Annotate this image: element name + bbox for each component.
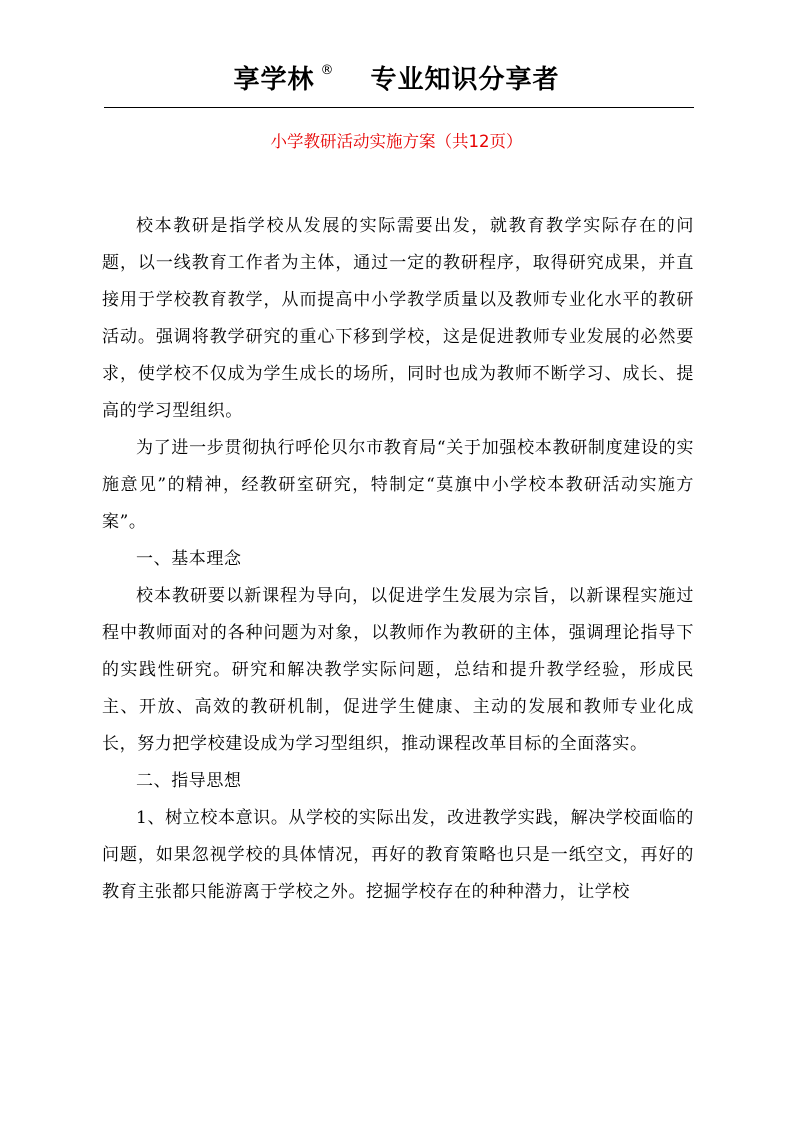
document-title: 小学教研活动实施方案（共12页） <box>270 132 523 151</box>
paragraph-purpose: 为了进一步贯彻执行呼伦贝尔市教育局“关于加强校本教研制度建设的实施意见”的精神，经教研室研究，特制定“莫旗中小学校本教研活动实施方案”。 <box>102 438 694 532</box>
page-header <box>0 60 793 100</box>
paragraph-basic-concept: 校本教研要以新课程为导向，以促进学生发展为宗旨，以新课程实施过程中教师面对的各种问题为对象，以教师作为教研的主体，强调理论指导下的实践性研究。研究和解决教学实际问题，总结和提升教学经验，形成民主、开放、高效的教研机制，促进学生健康、主动的发展和教师专业化成长，努力把学校建设成为学习型组织，推动课程改革目标的全面落实。 <box>102 586 694 754</box>
header-tagline: 专业知识分享者 <box>370 65 560 95</box>
registered-mark: ® <box>320 63 335 78</box>
paragraph-guiding-ideology: 1、树立校本意识。从学校的实际出发，改进教学实践，解决学校面临的问题，如果忽视学校的具体情况，再好的教育策略也只是一纸空文，再好的教育主张都只能游离于学校之外。挖掘学校存在的种种潜力，让学校 <box>102 808 694 902</box>
brand-text: 享学林 <box>233 65 315 95</box>
header-divider <box>104 107 694 108</box>
section-heading-basic-concept: 一、基本理念 <box>136 549 242 569</box>
section-heading-guiding-ideology: 二、指导思想 <box>136 771 242 791</box>
brand-name <box>233 63 335 95</box>
paragraph-intro: 校本教研是指学校从发展的实际需要出发，就教育教学实际存在的问题，以一线教育工作者为主体，通过一定的教研程序，取得研究成果，并直接用于学校教育教学，从而提高中小学教学质量以及教师专业化水平的教研活动。强调将教学研究的重心下移到学校，这是促进教师专业发展的必然要求，使学校不仅成为学生成长的场所，同时也成为教师不断学习、成长、提高的学习型组织。 <box>102 216 694 421</box>
document-body <box>102 208 694 911</box>
